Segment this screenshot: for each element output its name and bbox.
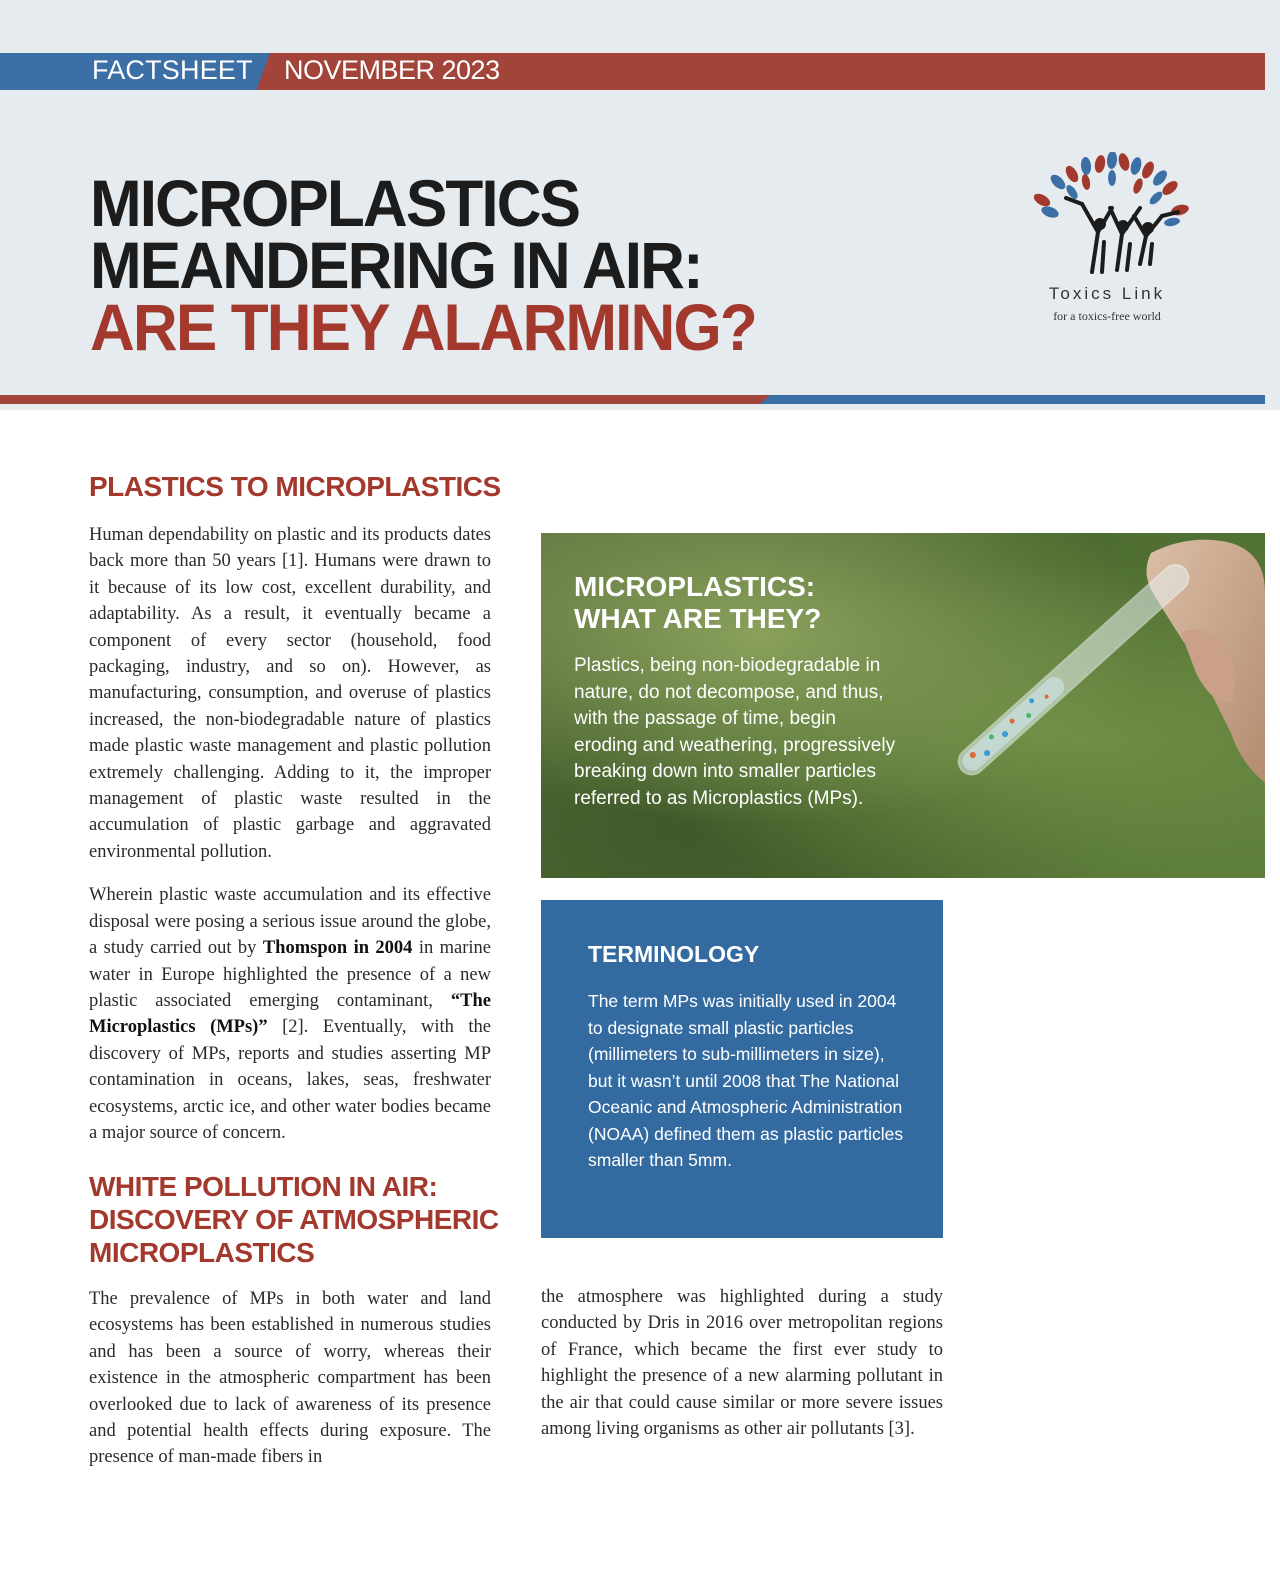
title-line-1: MICROPLASTICS — [90, 166, 580, 240]
title-line-2: MEANDERING IN AIR: — [90, 228, 702, 302]
factsheet-label: FACTSHEET — [92, 55, 253, 85]
section2-column-1: The prevalence of MPs in both water and land ecosystems has been established in numerous studies and has been a source of worry, whereas their existence in the atmospheric compartment has been overlooked due to lack of awareness of its presence and potential health effects during exposure. The presence of man-made fibers in — [89, 1289, 491, 1468]
terminology-text: The term MPs was initially used in 2004 to designate small plastic particles (millimeters to sub-millimeters in size), but it wasn’t until 2008 that The National Oceanic and Atmospheric Administration (NOAA) defined them as plastic particles smaller than 5mm. — [588, 991, 904, 1170]
section-heading-plastics: PLASTICS TO MICROPLASTICS — [89, 471, 501, 502]
terminology-title: TERMINOLOGY — [588, 941, 760, 967]
term-microplastics: “The Microplastics (MPs)” — [89, 990, 491, 1038]
section2-column-2: the atmosphere was highlighted during a study conducted by Dris in 2016 over metropolitan regions of France, which became the first ever study to highlight the presence of a new alarming pollutant in the air that could cause similar or more severe issues among living organisms as other air pollutants [3]. — [541, 1287, 943, 1440]
section-heading-white-pollution: WHITE POLLUTION IN AIR: DISCOVERY OF ATMOSPHERIC MICROPLASTICS — [89, 1171, 499, 1268]
citation-thomspon: Thomspon in 2004 — [262, 938, 413, 959]
photo-box-text: Plastics, being non-biodegradable in nature, do not decompose, and thus, with the passage of time, begin eroding and weathering, progressively breaking down into smaller particles referred to as Microplastics (MPs). — [574, 655, 896, 809]
tree-with-people-logo-icon — [1022, 152, 1192, 282]
title-line-3: ARE THEY ALARMING? — [90, 290, 756, 364]
divider-blue — [760, 395, 1265, 404]
divider-red — [0, 395, 770, 404]
page-title — [90, 166, 756, 364]
section1-paragraph-1: Human dependability on plastic and its products dates back more than 50 years [1]. Humans were drawn to it because of its low cost, excellent durability, and adaptability. As a result, it eventually became a component of every sector (household, food packaging, industry, and so on). However, as manufacturing, consumption, and overuse of plastics increased, the non-biodegradable nature of plastics made plastic waste management and plastic pollution extremely challenging. Adding to it, the improper management of plastic waste resulted in the accumulation of plastic garbage and aggravated environmental pollution. — [89, 525, 491, 862]
logo-name: Toxics Link — [1048, 284, 1166, 303]
logo-tagline: for a toxics-free world — [1053, 309, 1161, 323]
section1-paragraph-2: Wherein plastic waste accumulation and its effective disposal were posing a serious issue around the globe, a study carried out by Thomspon in 2004 in marine water in Europe highlighted the presence of a new plastic associated emerging contaminant, “The Microplastics (MPs)” [2]. Eventually, with the discovery of MPs, reports and studies asserting MP contamination in oceans, lakes, seas, freshwater ecosystems, arctic ice, and other water bodies became a major source of concern. — [89, 885, 492, 1143]
microplastics-photo-box — [541, 533, 1265, 878]
section1-body — [89, 522, 491, 1163]
date-label: NOVEMBER 2023 — [284, 55, 500, 85]
toxics-link-logo — [1022, 152, 1192, 332]
photo-box-title: MICROPLASTICS: WHAT ARE THEY? — [574, 571, 822, 634]
terminology-box — [541, 900, 943, 1238]
